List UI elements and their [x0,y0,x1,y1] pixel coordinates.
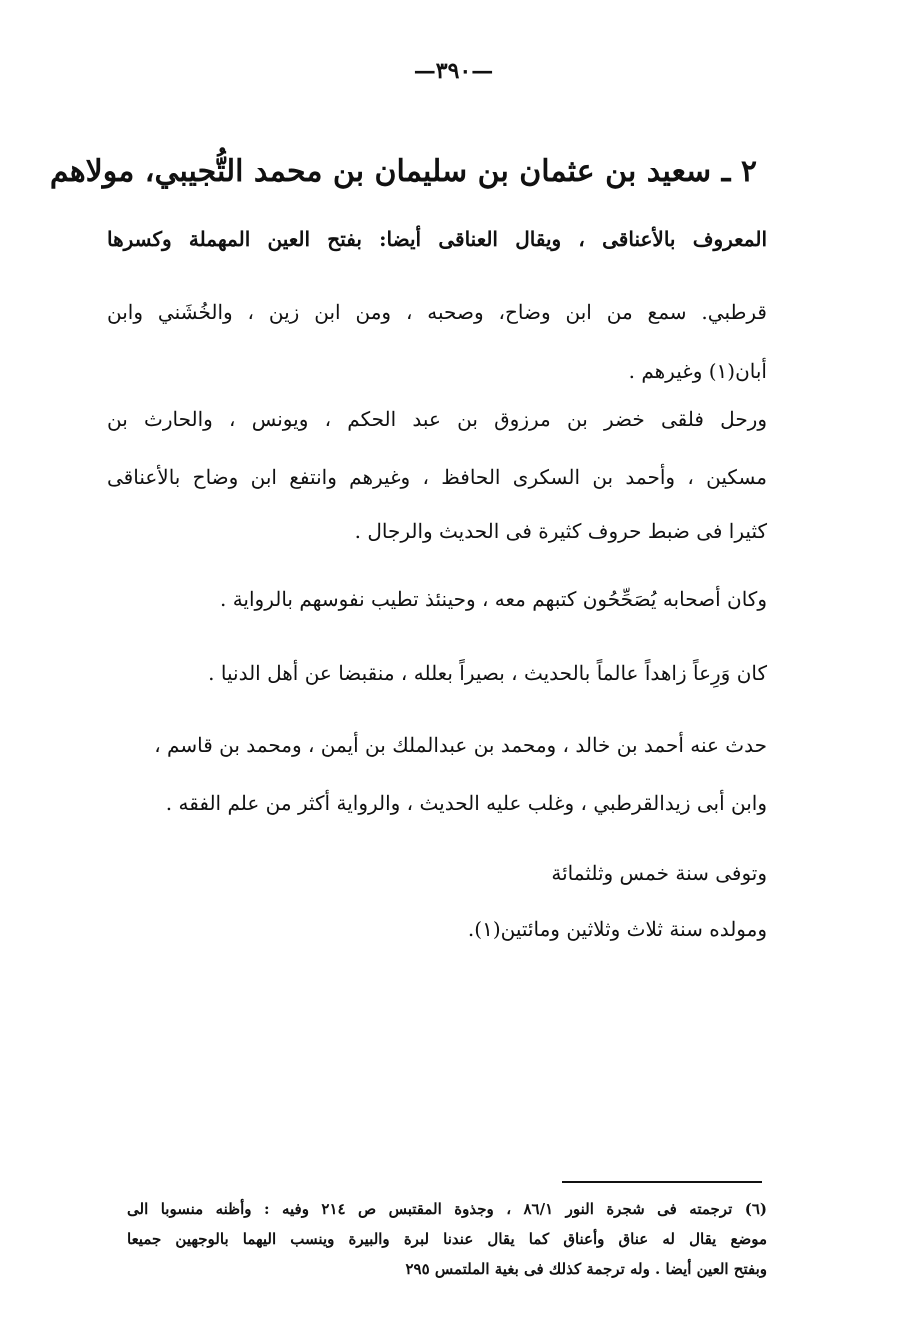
text-line-4: ورحل فلقى خضر بن مرزوق بن عبد الحكم ، ويونس ، والحارث بن [107,407,767,431]
text-line-3: أبان(١) وغيرهم . [628,359,767,383]
text-line-2: قرطبي. سمع من ابن وضاح، وصحبه ، ومن ابن زين ، والخُشَني وابن [107,300,767,324]
text-line-6: كثيرا فى ضبط حروف كثيرة فى الحديث والرجال . [354,519,767,543]
footnote-divider [562,1181,762,1183]
text-line-9: حدث عنه أحمد بن خالد ، ومحمد بن عبدالملك بن أيمن ، ومحمد بن قاسم ، [154,733,767,757]
footnote-line-2: موضع يقال له عناق وأعناق كما يقال عندنا لبرة والبيرة وينسب اليهما بالوجهين جميعا [127,1230,767,1248]
text-line-8: كان وَرِعاً زاهداً عالماً بالحديث ، بصيراً بعلله ، منقبضا عن أهل الدنيا . [208,661,767,685]
entry-heading: ٢ ـ سعيد بن عثمان بن سليمان بن محمد التُّجيبي، مولاهم [49,154,757,189]
text-line-7: وكان أصحابه يُصَحِّحُون كتبهم معه ، وحينئذ تطيب نفوسهم بالرواية . [219,587,767,611]
text-line-10: وابن أبى زيدالقرطبي ، وغلب عليه الحديث ، والرواية أكثر من علم الفقه . [165,791,767,815]
page-number: —٣٩٠— [413,58,494,84]
text-line-1: المعروف بالأعناقى ، ويقال العناقى أيضا: بفتح العين المهملة وكسرها [107,227,767,251]
footnote-line-1: (٦) ترجمته فى شجرة النور ٨٦/١ ، وجذوة المقتبس ص ٢١٤ وفيه : وأظنه منسوبا الى [127,1200,767,1218]
text-line-5: مسكين ، وأحمد بن السكرى الحافظ ، وغيرهم وانتفع ابن وضاح بالأعناقى [107,465,767,489]
footnote-line-3: وبفتح العين أيضا . وله ترجمة كذلك فى بغية الملتمس ٢٩٥ [405,1260,767,1278]
text-line-12: ومولده سنة ثلاث وثلاثين ومائتين(١). [467,917,767,941]
text-line-11: وتوفى سنة خمس وثلثمائة [551,861,767,885]
